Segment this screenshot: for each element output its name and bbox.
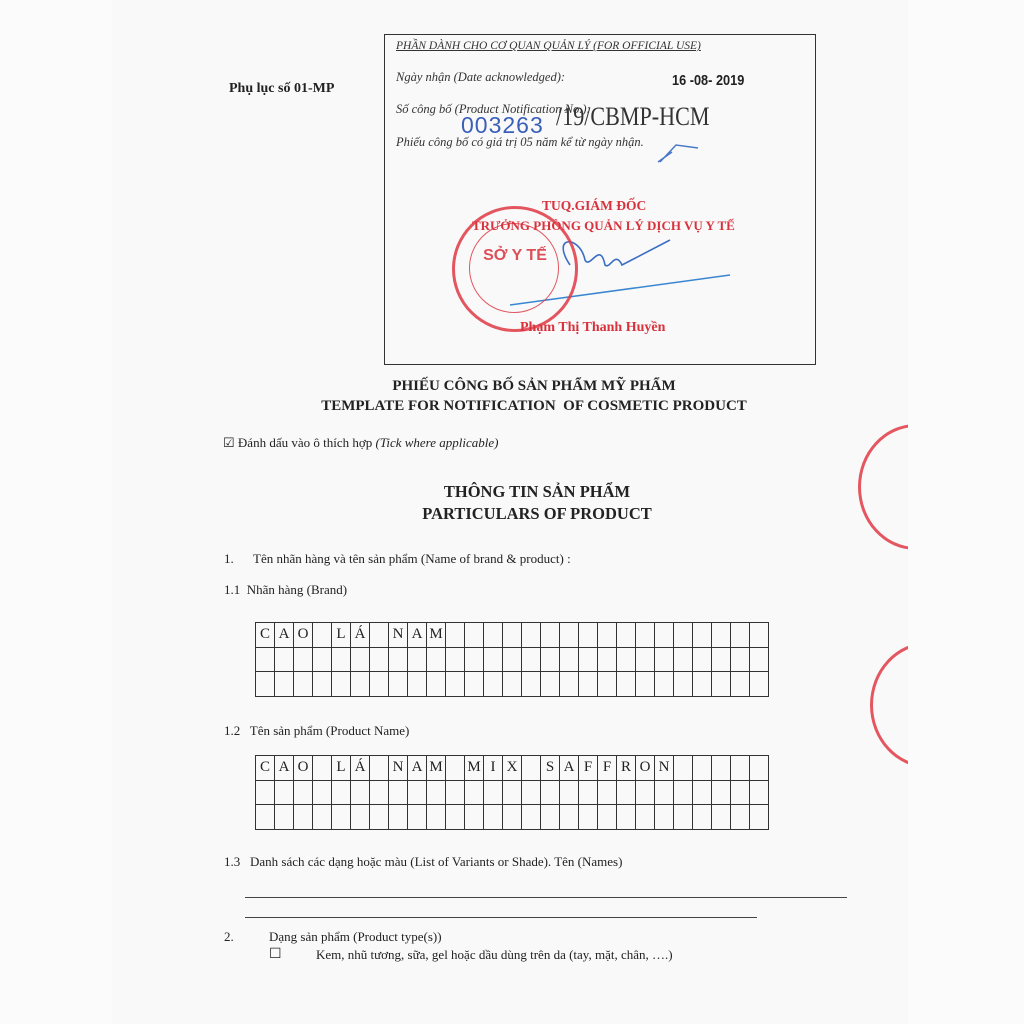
grid-cell[interactable] <box>275 672 294 697</box>
grid-cell[interactable] <box>256 672 275 697</box>
grid-cell[interactable] <box>503 805 522 830</box>
grid-cell[interactable] <box>598 781 617 806</box>
grid-cell[interactable] <box>313 672 332 697</box>
grid-cell[interactable] <box>560 781 579 806</box>
grid-cell[interactable] <box>313 781 332 806</box>
grid-cell[interactable] <box>465 805 484 830</box>
grid-cell[interactable] <box>541 805 560 830</box>
grid-cell[interactable] <box>674 623 693 648</box>
grid-cell[interactable]: A <box>560 756 579 781</box>
grid-cell[interactable]: N <box>655 756 674 781</box>
grid-cell[interactable] <box>617 781 636 806</box>
grid-cell[interactable] <box>294 648 313 673</box>
checkbox-icon[interactable]: ☐ <box>269 947 282 962</box>
grid-cell[interactable]: N <box>389 623 408 648</box>
grid-cell[interactable] <box>655 648 674 673</box>
grid-cell[interactable] <box>446 805 465 830</box>
seal-text: SỞ Y TẾ <box>483 247 547 264</box>
grid-cell[interactable] <box>693 648 712 673</box>
grid-cell[interactable] <box>351 805 370 830</box>
grid-cell[interactable] <box>503 623 522 648</box>
grid-cell[interactable]: A <box>408 756 427 781</box>
grid-cell[interactable] <box>503 672 522 697</box>
signer-name: Phạm Thị Thanh Huyền <box>520 320 666 335</box>
signer-title-1: TUQ.GIÁM ĐỐC <box>542 198 647 213</box>
grid-cell[interactable] <box>446 672 465 697</box>
grid-cell[interactable] <box>674 756 693 781</box>
tick-note-en: (Tick where applicable) <box>375 435 499 450</box>
grid-cell[interactable] <box>503 781 522 806</box>
grid-cell[interactable] <box>370 648 389 673</box>
grid-cell[interactable] <box>370 805 389 830</box>
grid-cell[interactable]: X <box>503 756 522 781</box>
grid-cell[interactable] <box>617 648 636 673</box>
grid-cell[interactable] <box>408 805 427 830</box>
grid-cell[interactable] <box>275 781 294 806</box>
grid-cell[interactable] <box>351 648 370 673</box>
grid-cell[interactable] <box>313 756 332 781</box>
notification-number-stamp: 003263 <box>461 112 544 138</box>
grid-cell[interactable] <box>731 648 750 673</box>
grid-cell[interactable]: M <box>427 623 446 648</box>
grid-cell[interactable] <box>275 648 294 673</box>
grid-cell[interactable] <box>522 781 541 806</box>
grid-cell[interactable] <box>750 623 769 648</box>
grid-cell[interactable] <box>465 672 484 697</box>
grid-cell[interactable] <box>655 805 674 830</box>
number-label: Số công bố (Product Notification No.): <box>396 102 591 116</box>
grid-cell[interactable]: M <box>427 756 446 781</box>
grid-cell[interactable]: F <box>598 756 617 781</box>
grid-cell[interactable] <box>674 672 693 697</box>
grid-cell[interactable] <box>693 756 712 781</box>
grid-cell[interactable] <box>427 781 446 806</box>
grid-cell[interactable] <box>446 781 465 806</box>
section-title-en: PARTICULARS OF PRODUCT <box>422 504 652 523</box>
brand-grid[interactable] <box>255 622 769 697</box>
page-margin <box>908 0 1024 1024</box>
grid-cell[interactable] <box>522 648 541 673</box>
validity-note: Phiếu công bố có giá trị 05 năm kể từ ngày nhận. <box>396 135 644 149</box>
grid-cell[interactable] <box>465 781 484 806</box>
grid-cell[interactable]: L <box>332 623 351 648</box>
grid-cell[interactable] <box>484 805 503 830</box>
grid-cell[interactable]: L <box>332 756 351 781</box>
grid-cell[interactable] <box>750 805 769 830</box>
grid-cell[interactable] <box>389 648 408 673</box>
grid-cell[interactable] <box>750 648 769 673</box>
grid-cell[interactable] <box>617 805 636 830</box>
grid-cell[interactable] <box>655 781 674 806</box>
grid-cell[interactable] <box>674 805 693 830</box>
grid-cell[interactable] <box>446 648 465 673</box>
q2-number: 2. <box>224 929 234 944</box>
grid-cell[interactable] <box>579 623 598 648</box>
checked-box-icon: ☑ <box>223 435 235 450</box>
grid-cell[interactable] <box>750 756 769 781</box>
grid-cell[interactable] <box>389 781 408 806</box>
grid-cell[interactable] <box>636 648 655 673</box>
section-title-vi: THÔNG TIN SẢN PHẨM <box>443 482 631 501</box>
grid-cell[interactable] <box>731 756 750 781</box>
grid-cell[interactable]: S <box>541 756 560 781</box>
grid-cell[interactable] <box>712 623 731 648</box>
signer-title-2: TRƯỞNG PHÒNG QUẢN LÝ DỊCH VỤ Y TẾ <box>472 218 735 233</box>
grid-cell[interactable] <box>332 805 351 830</box>
grid-cell[interactable] <box>446 756 465 781</box>
official-header: PHẦN DÀNH CHO CƠ QUAN QUẢN LÝ (FOR OFFICIAL USE) <box>396 40 701 52</box>
grid-cell[interactable] <box>579 672 598 697</box>
grid-cell[interactable] <box>731 805 750 830</box>
grid-cell[interactable]: I <box>484 756 503 781</box>
form-title-en: TEMPLATE FOR NOTIFICATION OF COSMETIC PRODUCT <box>321 398 747 414</box>
q13-label: 1.3 Danh sách các dạng hoặc màu (List of Variants or Shade). Tên (Names) <box>224 854 623 869</box>
grid-cell[interactable] <box>256 781 275 806</box>
grid-cell[interactable] <box>503 648 522 673</box>
grid-cell[interactable] <box>427 805 446 830</box>
grid-cell[interactable]: M <box>465 756 484 781</box>
grid-cell[interactable] <box>712 781 731 806</box>
grid-cell[interactable]: A <box>408 623 427 648</box>
grid-cell[interactable]: A <box>275 623 294 648</box>
grid-cell[interactable] <box>541 623 560 648</box>
grid-cell[interactable] <box>294 781 313 806</box>
variants-line-2[interactable] <box>245 917 757 918</box>
grid-cell[interactable] <box>712 805 731 830</box>
grid-cell[interactable] <box>731 672 750 697</box>
grid-cell[interactable] <box>560 623 579 648</box>
grid-cell[interactable] <box>541 648 560 673</box>
q11-label: 1.1 Nhãn hàng (Brand) <box>224 582 348 597</box>
grid-cell[interactable] <box>294 805 313 830</box>
q1-label: Tên nhãn hàng và tên sản phẩm (Name of brand & product) : <box>253 551 571 566</box>
grid-cell[interactable] <box>712 756 731 781</box>
grid-cell[interactable] <box>351 672 370 697</box>
tick-note <box>223 435 498 451</box>
grid-cell[interactable] <box>408 781 427 806</box>
grid-cell[interactable] <box>427 648 446 673</box>
grid-cell[interactable] <box>674 781 693 806</box>
grid-cell[interactable] <box>446 623 465 648</box>
grid-cell[interactable] <box>636 672 655 697</box>
variants-line-1[interactable] <box>245 897 847 898</box>
grid-cell[interactable] <box>541 781 560 806</box>
grid-cell[interactable] <box>617 623 636 648</box>
grid-cell[interactable] <box>313 648 332 673</box>
grid-cell[interactable] <box>655 623 674 648</box>
grid-cell[interactable] <box>313 805 332 830</box>
q2-label: Dạng sản phẩm (Product type(s)) <box>269 929 442 944</box>
grid-cell[interactable] <box>389 805 408 830</box>
grid-cell[interactable] <box>389 672 408 697</box>
product-type-option-cream: Kem, nhũ tương, sữa, gel hoặc dầu dùng trên da (tay, mặt, chân, ….) <box>316 947 673 962</box>
grid-cell[interactable] <box>484 648 503 673</box>
q12-label: 1.2 Tên sản phẩm (Product Name) <box>224 723 410 738</box>
grid-cell[interactable] <box>541 672 560 697</box>
grid-cell[interactable] <box>522 805 541 830</box>
grid-cell[interactable] <box>370 781 389 806</box>
grid-cell[interactable]: F <box>579 756 598 781</box>
grid-cell[interactable]: Á <box>351 756 370 781</box>
grid-cell[interactable] <box>522 623 541 648</box>
grid-cell[interactable] <box>484 781 503 806</box>
grid-cell[interactable] <box>598 672 617 697</box>
grid-cell[interactable]: Á <box>351 623 370 648</box>
grid-cell[interactable]: C <box>256 623 275 648</box>
product-name-grid[interactable] <box>255 755 769 830</box>
grid-cell[interactable]: O <box>636 756 655 781</box>
date-label: Ngày nhận (Date acknowledged): <box>396 70 566 84</box>
grid-cell[interactable] <box>351 781 370 806</box>
grid-cell[interactable] <box>617 672 636 697</box>
grid-cell[interactable]: R <box>617 756 636 781</box>
grid-cell[interactable] <box>598 805 617 830</box>
grid-cell[interactable] <box>332 672 351 697</box>
grid-cell[interactable]: O <box>294 756 313 781</box>
annex-label: Phụ lục số 01-MP <box>229 81 335 96</box>
grid-cell[interactable]: A <box>275 756 294 781</box>
grid-cell[interactable] <box>579 805 598 830</box>
grid-cell[interactable] <box>579 648 598 673</box>
grid-cell[interactable] <box>560 648 579 673</box>
grid-cell[interactable] <box>256 805 275 830</box>
grid-cell[interactable] <box>522 756 541 781</box>
grid-cell[interactable] <box>408 672 427 697</box>
grid-cell[interactable] <box>427 672 446 697</box>
grid-cell[interactable] <box>294 672 313 697</box>
grid-cell[interactable] <box>313 623 332 648</box>
grid-cell[interactable] <box>256 648 275 673</box>
grid-cell[interactable]: C <box>256 756 275 781</box>
grid-cell[interactable] <box>370 623 389 648</box>
grid-cell[interactable] <box>598 623 617 648</box>
grid-cell[interactable] <box>750 672 769 697</box>
grid-cell[interactable] <box>655 672 674 697</box>
grid-cell[interactable] <box>579 781 598 806</box>
grid-cell[interactable] <box>484 623 503 648</box>
notification-number-suffix: /19/CBMP-HCM <box>556 102 710 131</box>
grid-cell[interactable] <box>693 672 712 697</box>
grid-cell[interactable] <box>636 781 655 806</box>
date-stamp: 16 -08- 2019 <box>672 72 745 89</box>
grid-cell[interactable] <box>522 672 541 697</box>
grid-cell[interactable] <box>465 648 484 673</box>
grid-cell[interactable] <box>560 805 579 830</box>
grid-cell[interactable] <box>560 672 579 697</box>
grid-cell[interactable] <box>731 623 750 648</box>
grid-cell[interactable] <box>275 805 294 830</box>
grid-cell[interactable] <box>693 781 712 806</box>
grid-cell[interactable] <box>712 648 731 673</box>
grid-cell[interactable]: O <box>294 623 313 648</box>
grid-cell[interactable] <box>712 672 731 697</box>
grid-cell[interactable] <box>693 623 712 648</box>
grid-cell[interactable] <box>465 623 484 648</box>
grid-cell[interactable] <box>636 623 655 648</box>
grid-cell[interactable] <box>636 805 655 830</box>
grid-cell[interactable] <box>674 648 693 673</box>
grid-cell[interactable] <box>408 648 427 673</box>
grid-cell[interactable]: N <box>389 756 408 781</box>
form-title-vi: PHIẾU CÔNG BỐ SẢN PHẨM MỸ PHẨM <box>392 378 676 394</box>
grid-cell[interactable] <box>598 648 617 673</box>
q1-number: 1. <box>224 551 234 566</box>
grid-cell[interactable] <box>332 648 351 673</box>
grid-cell[interactable] <box>750 781 769 806</box>
grid-cell[interactable] <box>484 672 503 697</box>
tick-note-vi: Đánh dấu vào ô thích hợp <box>237 435 373 450</box>
grid-cell[interactable] <box>370 672 389 697</box>
grid-cell[interactable] <box>693 805 712 830</box>
grid-cell[interactable] <box>370 756 389 781</box>
grid-cell[interactable] <box>332 781 351 806</box>
grid-cell[interactable] <box>731 781 750 806</box>
